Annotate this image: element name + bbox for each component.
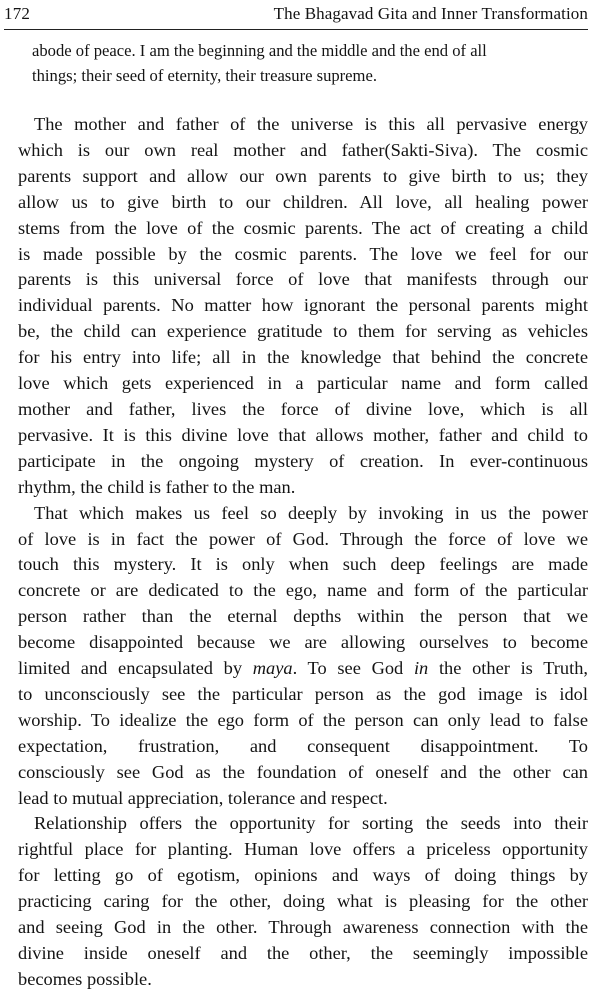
text-line: lead to mutual appreciation, tolerance and respect. bbox=[18, 787, 388, 808]
paragraph-relationship bbox=[18, 811, 588, 992]
text-line: love which gets experienced in a particular name and form called bbox=[18, 373, 588, 394]
page-header bbox=[4, 0, 588, 30]
quoted-verse bbox=[32, 38, 588, 88]
text-line: pervasive. It is this divine love that allows mother, father and child to bbox=[18, 424, 588, 445]
text-line: is made possible by the cosmic parents. The love we feel for our bbox=[18, 243, 588, 264]
running-title: The Bhagavad Gita and Inner Transformation bbox=[273, 4, 588, 23]
paragraph-power-of-love bbox=[18, 501, 588, 812]
text-line: mother and father, lives the force of divine love, which is all bbox=[18, 398, 588, 419]
paragraph-cosmic-parents bbox=[18, 112, 588, 501]
text-line: expectation, frustration, and consequent disappointment. To bbox=[18, 735, 588, 756]
page-number: 172 bbox=[4, 4, 31, 23]
text-line: The mother and father of the universe is this all pervasive energy bbox=[34, 114, 588, 134]
quote-line: things; their seed of eternity, their treasure supreme. bbox=[32, 66, 377, 85]
text-line: becomes possible. bbox=[18, 968, 152, 989]
text-line: allow us to give birth to our children. All love, all healing power bbox=[18, 191, 588, 212]
text-line: individual parents. No matter how ignorant the personal parents might bbox=[18, 295, 588, 316]
text-line: for his entry into life; all in the knowledge that behind the concrete bbox=[18, 347, 588, 368]
text-line: divine inside oneself and the other, the seemingly impossible bbox=[18, 943, 588, 963]
text-line: rightful place for planting. Human love offers a priceless opportunity bbox=[18, 839, 588, 860]
text-line: practicing caring for the other, doing what is pleasing for the other bbox=[18, 891, 588, 912]
text-line: parents is this universal force of love that manifests through our bbox=[18, 269, 588, 290]
text-line: rhythm, the child is father to the man. bbox=[18, 476, 296, 497]
text-line: limited and encapsulated by maya. To see God in the other is Truth, bbox=[18, 658, 588, 679]
text-line: which is our own real mother and father(Sakti-Siva). The cosmic bbox=[18, 139, 588, 160]
text-line: person rather than the eternal depths within the person that we bbox=[18, 606, 588, 627]
text-line: stems from the love of the cosmic parents. The act of creating a child bbox=[18, 217, 588, 238]
text-line: be, the child can experience gratitude to them for serving as vehicles bbox=[18, 321, 588, 342]
text-line: become disappointed because we are allowing ourselves to become bbox=[18, 632, 588, 653]
text-line: worship. To idealize the ego form of the person can only lead to false bbox=[18, 709, 588, 730]
text-line: and seeing God in the other. Through awareness connection with the bbox=[18, 917, 588, 938]
body-text bbox=[18, 112, 588, 993]
quote-line: abode of peace. I am the beginning and the middle and the end of all bbox=[32, 41, 487, 60]
text-line: consciously see God as the foundation of oneself and the other can bbox=[18, 761, 588, 782]
text-line: to unconsciously see the particular person as the god image is idol bbox=[18, 683, 588, 704]
text-line: participate in the ongoing mystery of creation. In ever-continuous bbox=[18, 450, 588, 471]
text-line: for letting go of egotism, opinions and ways of doing things by bbox=[18, 865, 588, 886]
text-line: That which makes us feel so deeply by invoking in us the power bbox=[34, 502, 588, 523]
text-line: parents support and allow our own parents to give birth to us; they bbox=[18, 165, 588, 186]
text-line: of love is in fact the power of God. Through the force of love we bbox=[18, 528, 588, 549]
text-line: concrete or are dedicated to the ego, name and form of the particular bbox=[18, 580, 588, 601]
text-line: Relationship offers the opportunity for sorting the seeds into their bbox=[34, 813, 588, 834]
text-line: touch this mystery. It is only when such deep feelings are made bbox=[18, 554, 588, 575]
